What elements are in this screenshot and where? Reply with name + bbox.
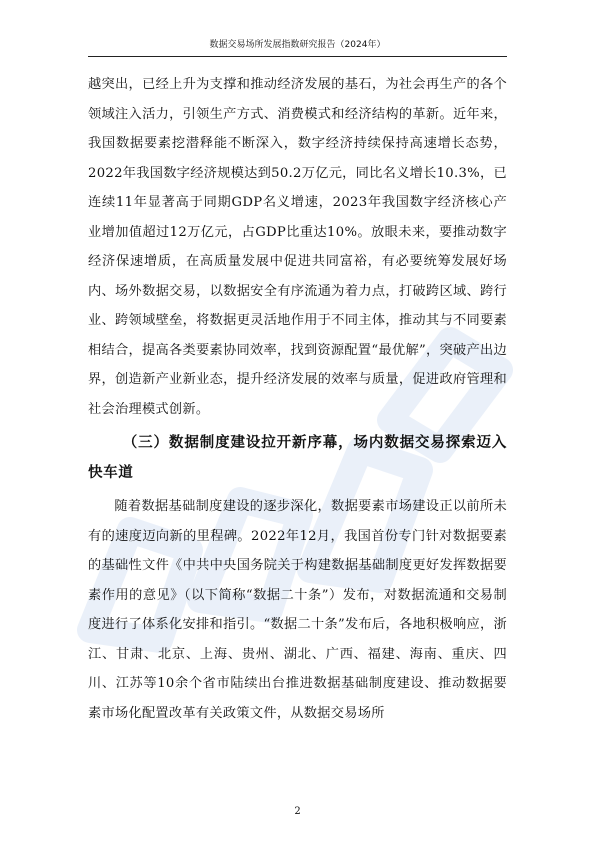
page-number: 2	[294, 806, 301, 817]
header-title: 数据交易场所发展指数研究报告（2024年）	[209, 40, 386, 50]
running-header	[88, 38, 507, 57]
body-paragraph: 越突出，已经上升为支撑和推动经济发展的基石，为社会再生产的各个领域注入活力，引领生产方式、消费模式和经济结构的革新。近年来，我国数据要素挖潜释能不断深入，数字经济持续保持高速增长态势，2022年我国数字经济规模达到50.2万亿元，同比名义增长10.3%，已连续11年显著高于同期GDP名义增速，2023年我国数字经济核心产业增加值超过12万亿元，占GDP比重达10%。放眼未来，要推动数字经济保速增质，在高质量发展中促进共同富裕，有必要统筹发展好场内、场外数据交易，以数据安全有序流通为着力点，打破跨区域、跨行业、跨领域壁垒，将数据更灵活地作用于不同主体，推动其与不同要素相结合，提高各类要素协同效率，找到资源配置“最优解”，突破产出边界，创造新产业新业态，提升经济发展的效率与质量，促进政府管理和社会治理模式创新。	[88, 77, 507, 417]
section-heading: （三）数据制度建设拉开新序幕，场内数据交易探索迈入快车道	[88, 434, 507, 481]
body-paragraph: 随着数据基础制度建设的逐步深化，数据要素市场建设正以前所未有的速度迈向新的里程碑。2022年12月，我国首份专门针对数据要素的基础性文件《中共中央国务院关于构建数据基础制度更好发挥数据要素作用的意见》（以下简称“数据二十条”）发布，对数据流通和交易制度进行了体系化安排和指引。“数据二十条”发布后，各地积极响应，浙江、甘肃、北京、上海、贵州、湖北、广西、福建、海南、重庆、四川、江苏等10余个省市陆续出台推进数据基础制度建设、推动数据要素市场化配置改革有关政策文件，从数据交易场所	[88, 499, 507, 721]
document-body	[88, 70, 507, 728]
